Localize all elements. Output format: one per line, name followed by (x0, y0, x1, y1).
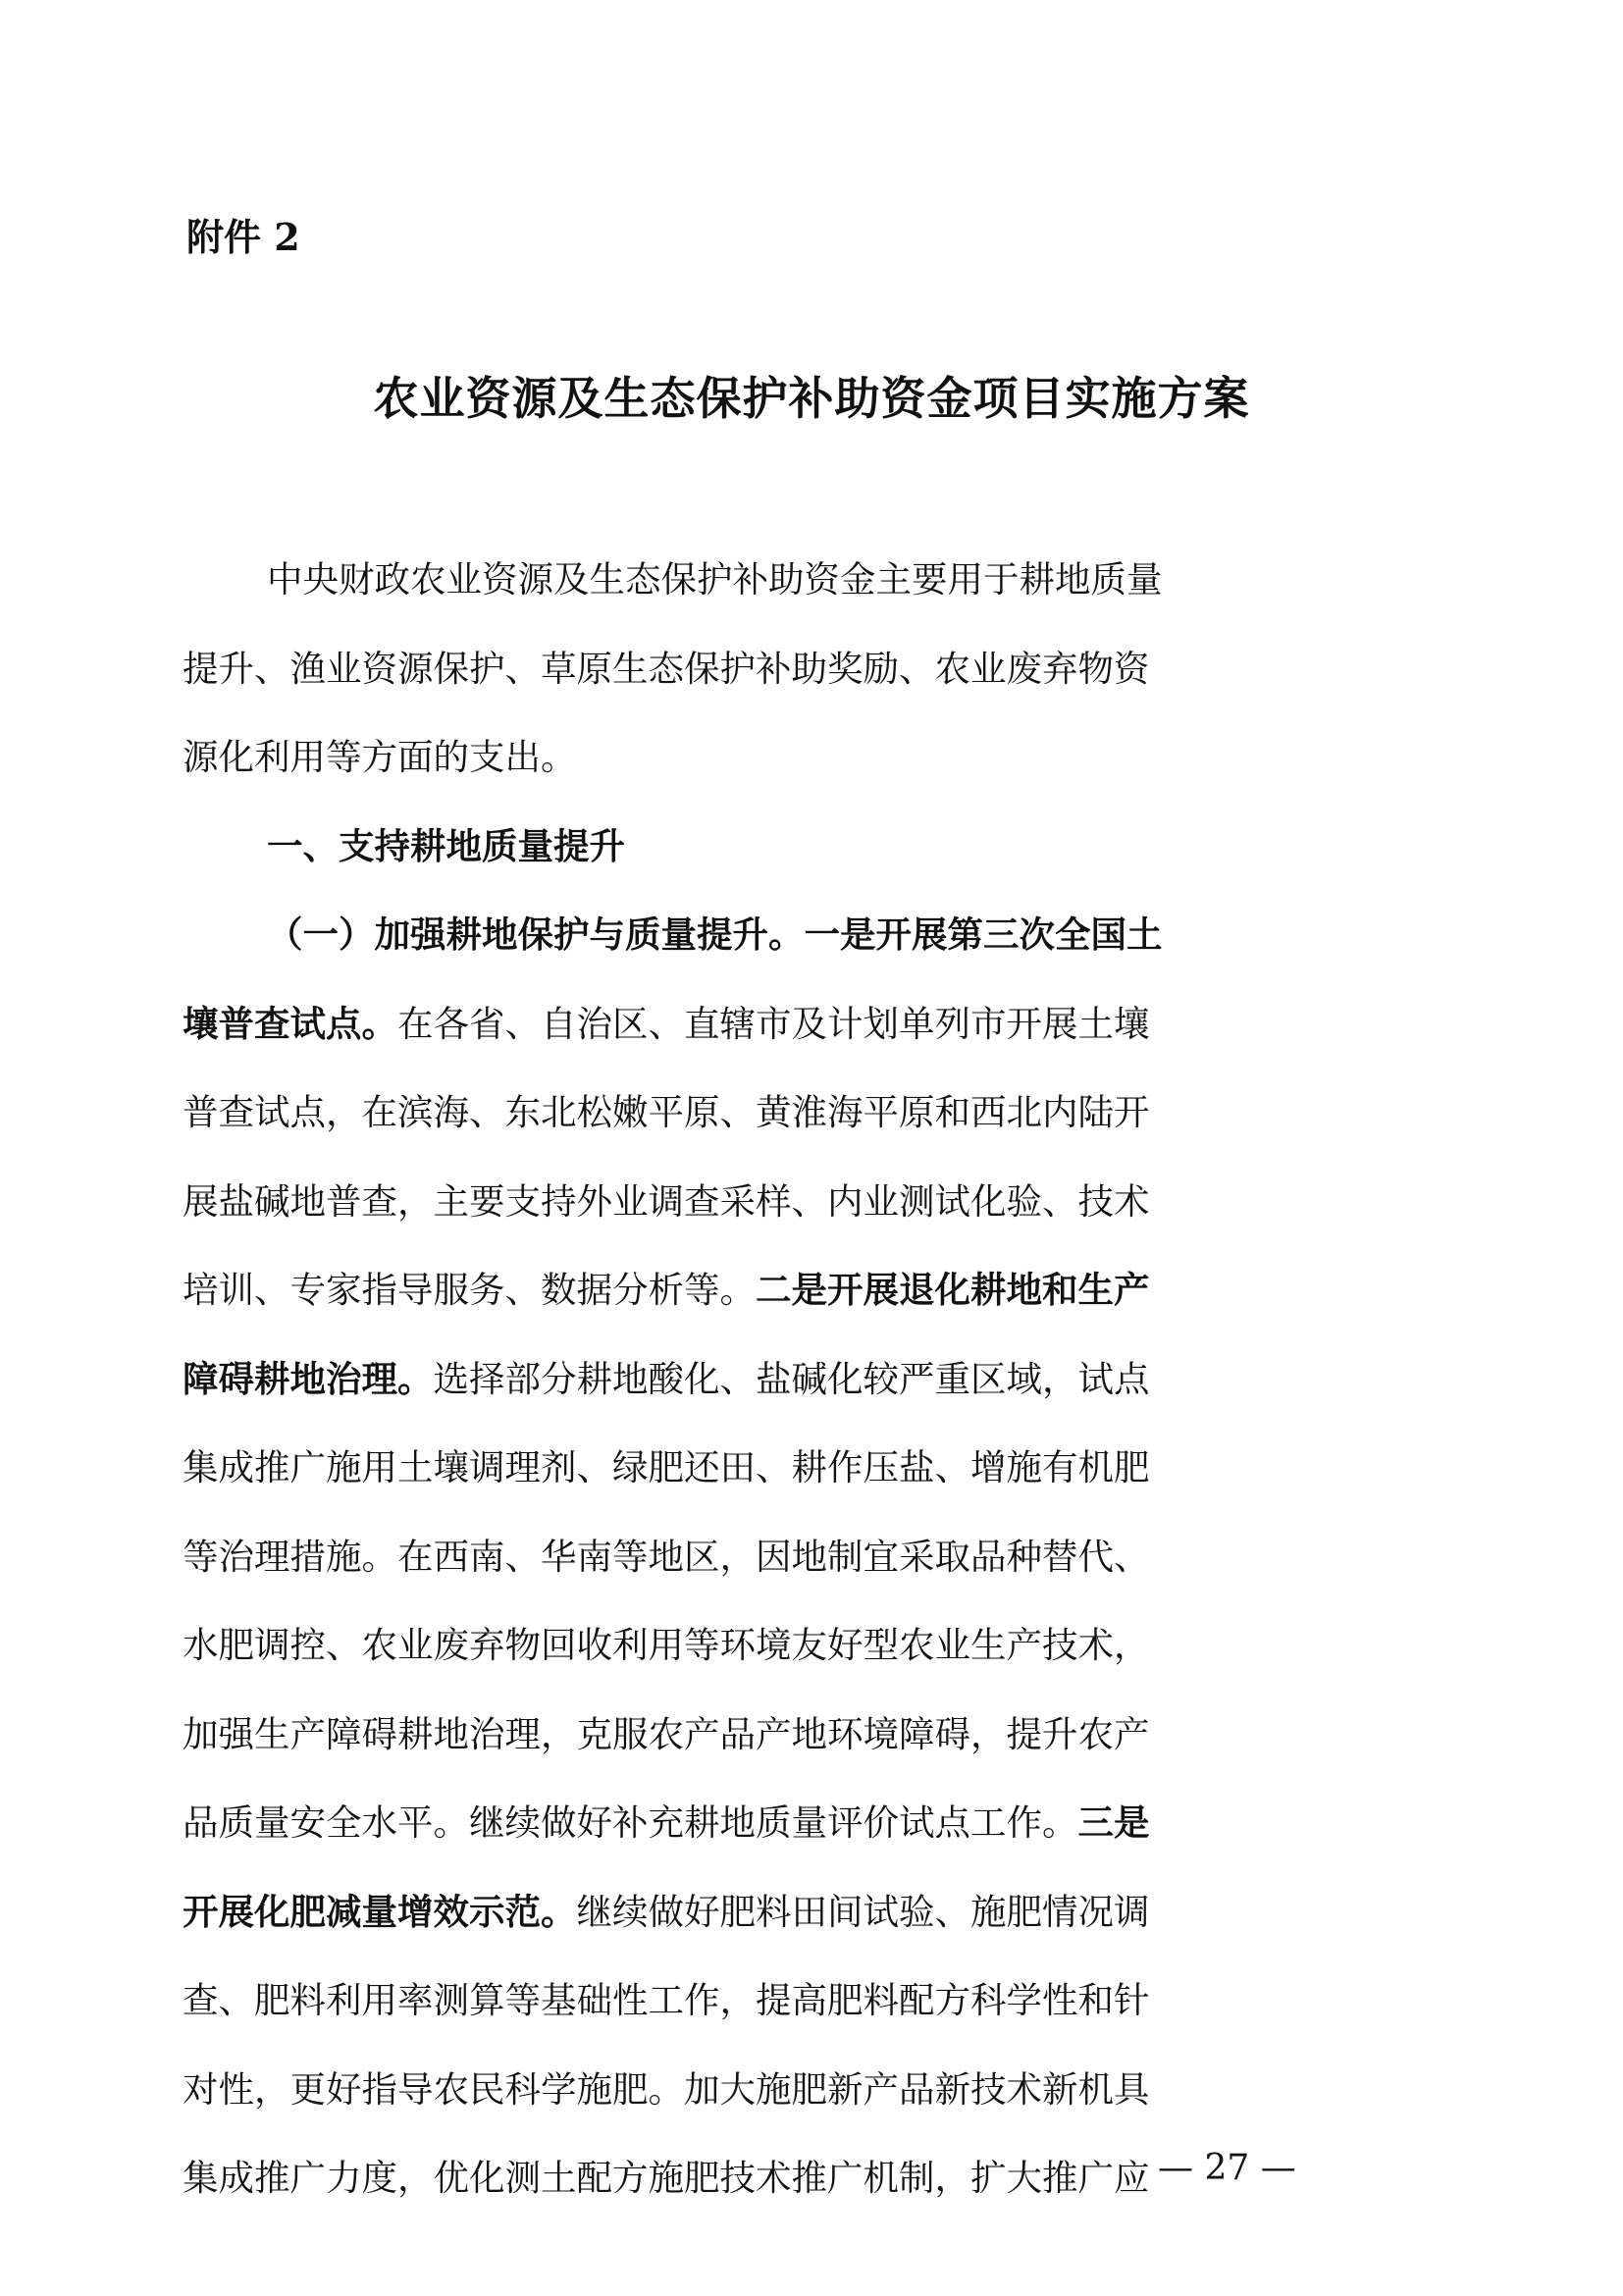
text-segment: 集成推广施用土壤调理剂、绿肥还田、耕作压盐、增施有机肥 (183, 1446, 1150, 1488)
text-segment: 加强生产障碍耕地治理，克服农产品产地环境障碍，提升农产 (183, 1712, 1150, 1755)
text-segment: 对性，更好指导农民科学施肥。加大施肥新产品新技术新机具 (183, 2067, 1150, 2111)
document-title: 农业资源及生态保护补助资金项目实施方案 (373, 372, 1250, 425)
emphasized-text: 壤普查试点。 (183, 1002, 397, 1045)
text-line (183, 1868, 1458, 1957)
text-line (183, 1335, 1458, 1425)
text-line (183, 980, 1458, 1070)
text-segment: 选择部分耕地酸化、盐碱化较严重区域，试点 (433, 1357, 1150, 1400)
text-line (183, 1424, 1458, 1513)
text-line (183, 891, 1458, 980)
text-line (183, 1158, 1458, 1247)
page-number: — 27 — (1158, 2148, 1296, 2188)
text-segment: 提升、渔业资源保护、草原生态保护补助奖励、农业废弃物资 (183, 647, 1150, 690)
emphasized-text: 二是开展退化耕地和生产 (756, 1269, 1150, 1311)
text-line (183, 1513, 1458, 1602)
text-segment: 等治理措施。在西南、华南等地区，因地制宜采取品种替代、 (183, 1535, 1150, 1578)
text-segment: 中央财政农业资源及生态保护补助资金主要用于耕地质量 (267, 558, 1163, 600)
text-line (183, 713, 1458, 803)
text-segment: 品质量安全水平。继续做好补充耕地质量评价试点工作。 (183, 1801, 1078, 1844)
text-segment: 在各省、自治区、直辖市及计划单列市开展土壤 (397, 1002, 1150, 1045)
text-line (183, 1246, 1458, 1335)
text-segment: 源化利用等方面的支出。 (183, 736, 577, 778)
emphasized-text: 三是 (1077, 1801, 1150, 1844)
emphasized-text: 一、支持耕地质量提升 (267, 824, 625, 867)
section-heading (183, 803, 1458, 892)
emphasized-text: 开展化肥减量增效示范。 (183, 1890, 577, 1933)
emphasized-text: （一）加强耕地保护与质量提升。一是开展第三次全国土 (267, 913, 1163, 956)
text-segment: 集成推广力度，优化测土配方施肥技术推广机制，扩大推广应 (183, 2157, 1150, 2199)
body-text (183, 536, 1458, 2223)
text-line (183, 2046, 1458, 2135)
text-segment: 水肥调控、农业废弃物回收利用等环境友好型农业生产技术， (183, 1624, 1150, 1666)
emphasized-text: 障碍耕地治理。 (183, 1357, 434, 1400)
text-segment: 查、肥料利用率测算等基础性工作，提高肥料配方科学性和针 (183, 1979, 1150, 2021)
text-line (183, 1069, 1458, 1158)
text-line (183, 1779, 1458, 1868)
text-segment: 普查试点，在滨海、东北松嫩平原、黄淮海平原和西北内陆开 (183, 1091, 1150, 1133)
text-line (183, 625, 1458, 714)
text-line (183, 1691, 1458, 1780)
attachment-label: 附件 2 (186, 215, 300, 259)
text-line (183, 1601, 1458, 1691)
text-segment: 培训、专家指导服务、数据分析等。 (183, 1269, 756, 1311)
text-segment: 展盐碱地普查，主要支持外业调查采样、内业测试化验、技术 (183, 1179, 1150, 1223)
text-segment: 继续做好肥料田间试验、施肥情况调 (576, 1890, 1150, 1933)
text-line (183, 536, 1458, 625)
text-line (183, 1957, 1458, 2046)
